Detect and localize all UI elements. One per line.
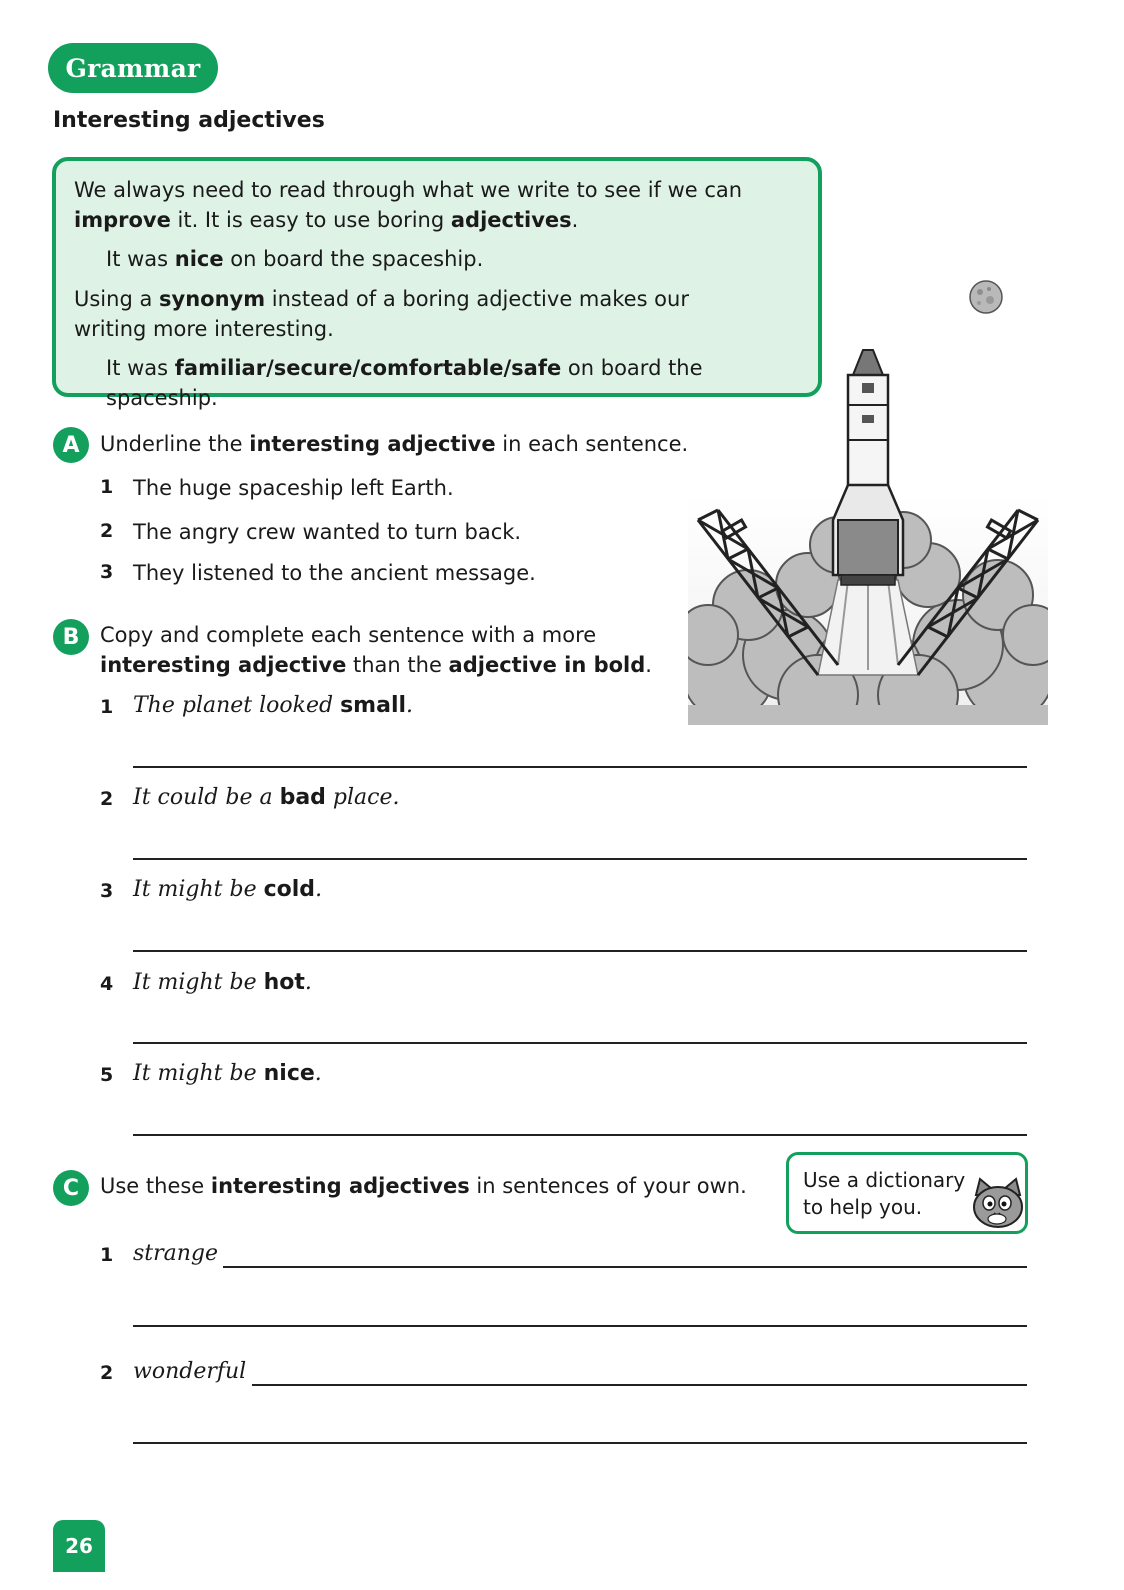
answer-line[interactable]: [223, 1266, 1027, 1268]
moon-illustration: [967, 278, 1005, 316]
section-a-instruction: Underline the interesting adjective in each sentence.: [100, 432, 689, 456]
rocket-launch-illustration: [688, 345, 1048, 725]
cat-mascot-icon: [968, 1175, 1026, 1233]
section-a-badge: A: [53, 427, 89, 463]
info-paragraph-1: We always need to read through what we write to see if we can improve it. It is easy to use boring adjectives.: [74, 178, 743, 232]
info-paragraph-2: Using a synonym instead of a boring adjective makes our writing more interesting.: [74, 287, 689, 341]
list-item: 3 They listened to the ancient message.: [100, 561, 536, 585]
section-label-grammar: Grammar: [48, 43, 218, 93]
page-number: 26: [53, 1520, 105, 1572]
answer-line[interactable]: [133, 1442, 1027, 1444]
list-item: 1 The planet looked small.: [100, 693, 414, 718]
info-example-2: It was familiar/secure/comfortable/safe on board the spaceship.: [106, 356, 703, 410]
page-title: Interesting adjectives: [53, 108, 325, 133]
info-example-1: It was nice on board the spaceship.: [106, 247, 484, 271]
answer-line[interactable]: [133, 1134, 1027, 1136]
section-b-badge: B: [53, 619, 89, 655]
list-item: 4 It might be hot.: [100, 970, 312, 995]
answer-line[interactable]: [133, 858, 1027, 860]
section-c-badge: C: [53, 1170, 89, 1206]
answer-line[interactable]: [133, 950, 1027, 952]
section-c-instruction: Use these interesting adjectives in sentences of your own.: [100, 1174, 747, 1198]
list-item: 2 wonderful: [100, 1359, 247, 1384]
list-item: 1 The huge spaceship left Earth.: [100, 476, 454, 500]
section-b-instruction: Copy and complete each sentence with a more interesting adjective than the adjective in bold.: [100, 623, 652, 677]
tip-box: Use a dictionary to help you.: [786, 1152, 1028, 1234]
list-item: 2 It could be a bad place.: [100, 785, 400, 810]
answer-line[interactable]: [252, 1384, 1027, 1386]
list-item: 3 It might be cold.: [100, 877, 323, 902]
answer-line[interactable]: [133, 766, 1027, 768]
list-item: 1 strange: [100, 1241, 219, 1266]
list-item: 2 The angry crew wanted to turn back.: [100, 520, 522, 544]
answer-line[interactable]: [133, 1042, 1027, 1044]
answer-line[interactable]: [133, 1325, 1027, 1327]
list-item: 5 It might be nice.: [100, 1061, 322, 1086]
